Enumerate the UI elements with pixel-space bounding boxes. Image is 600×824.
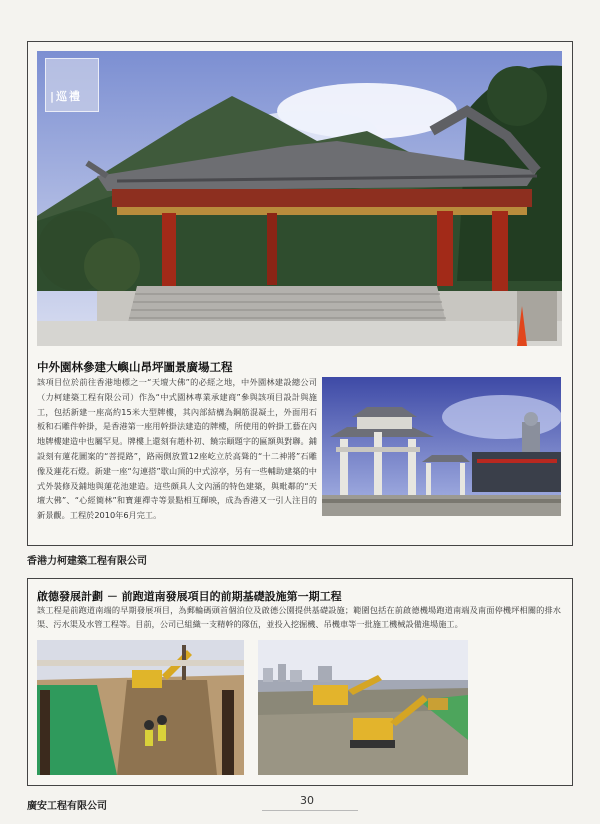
section-1-title: 中外園林參建大嶼山昂坪圖景廣場工程: [37, 360, 233, 374]
pavilion-photo: [37, 51, 562, 346]
section-2-company: 廣安工程有限公司: [27, 801, 107, 812]
construction-site-photo-1: [37, 640, 244, 775]
section-2-title: 啟德發展計劃 － 前跑道南發展項目的前期基礎設施第一期工程: [37, 590, 342, 603]
section-1-company: 香港力柯建築工程有限公司: [27, 556, 147, 567]
page-number-underline: [262, 810, 358, 811]
section-1-body: 該項目位於前往香港地標之一“天壇大佛”的必經之地，中外園林建設總公司（力柯建築工程有限公司）作為“中式園林專業承建商”參與該項目設計與施工，包括新建一座高約15米大型牌樓，其內部結構為鋼筋混凝土，外面用石板和石雕件幹掛，是香港第一座用幹掛法建造的牌樓，所使用的幹掛工藝在內地牌樓建造中也屬罕見。牌樓上還刻有趙朴初、饒宗頤題字的匾額與對聯。鋪設刻有蓮花圖案的“菩提路”，路兩側放置12座屹立於高聳的“十二神將”石雕像及蓮花石燈。新建一座“勾連搭”歇山頂的中式涼亭，另有一些輔助建築的中式外裝修及鋪地與蓮花池建造。這些頗具人文內涵的特色建築，與毗鄰的“天壇大佛”、“心經簡林”和寶蓮禪寺等景點相互輝映，成為香港又一引人注目的新景觀。工程於2010年6月完工。: [37, 377, 317, 521]
construction-site-photo-2: [258, 640, 468, 775]
section-2-body: 該工程是前跑道南端的早期發展項目，為郵輪碼頭首個泊位及啟德公園提供基礎設施；範圍包括在前啟德機場跑道南端及南面停機坪相關的排水渠、污水渠及水管工程等。目前，公司已組織一支精幹的隊伍，並投入挖掘機、吊機車等一批施工機械設備進場施工。: [37, 605, 561, 629]
page-number: 30: [300, 794, 314, 807]
badge-label: |巡禮: [50, 90, 83, 103]
archway-photo: [322, 377, 561, 516]
section-badge: [45, 58, 99, 112]
